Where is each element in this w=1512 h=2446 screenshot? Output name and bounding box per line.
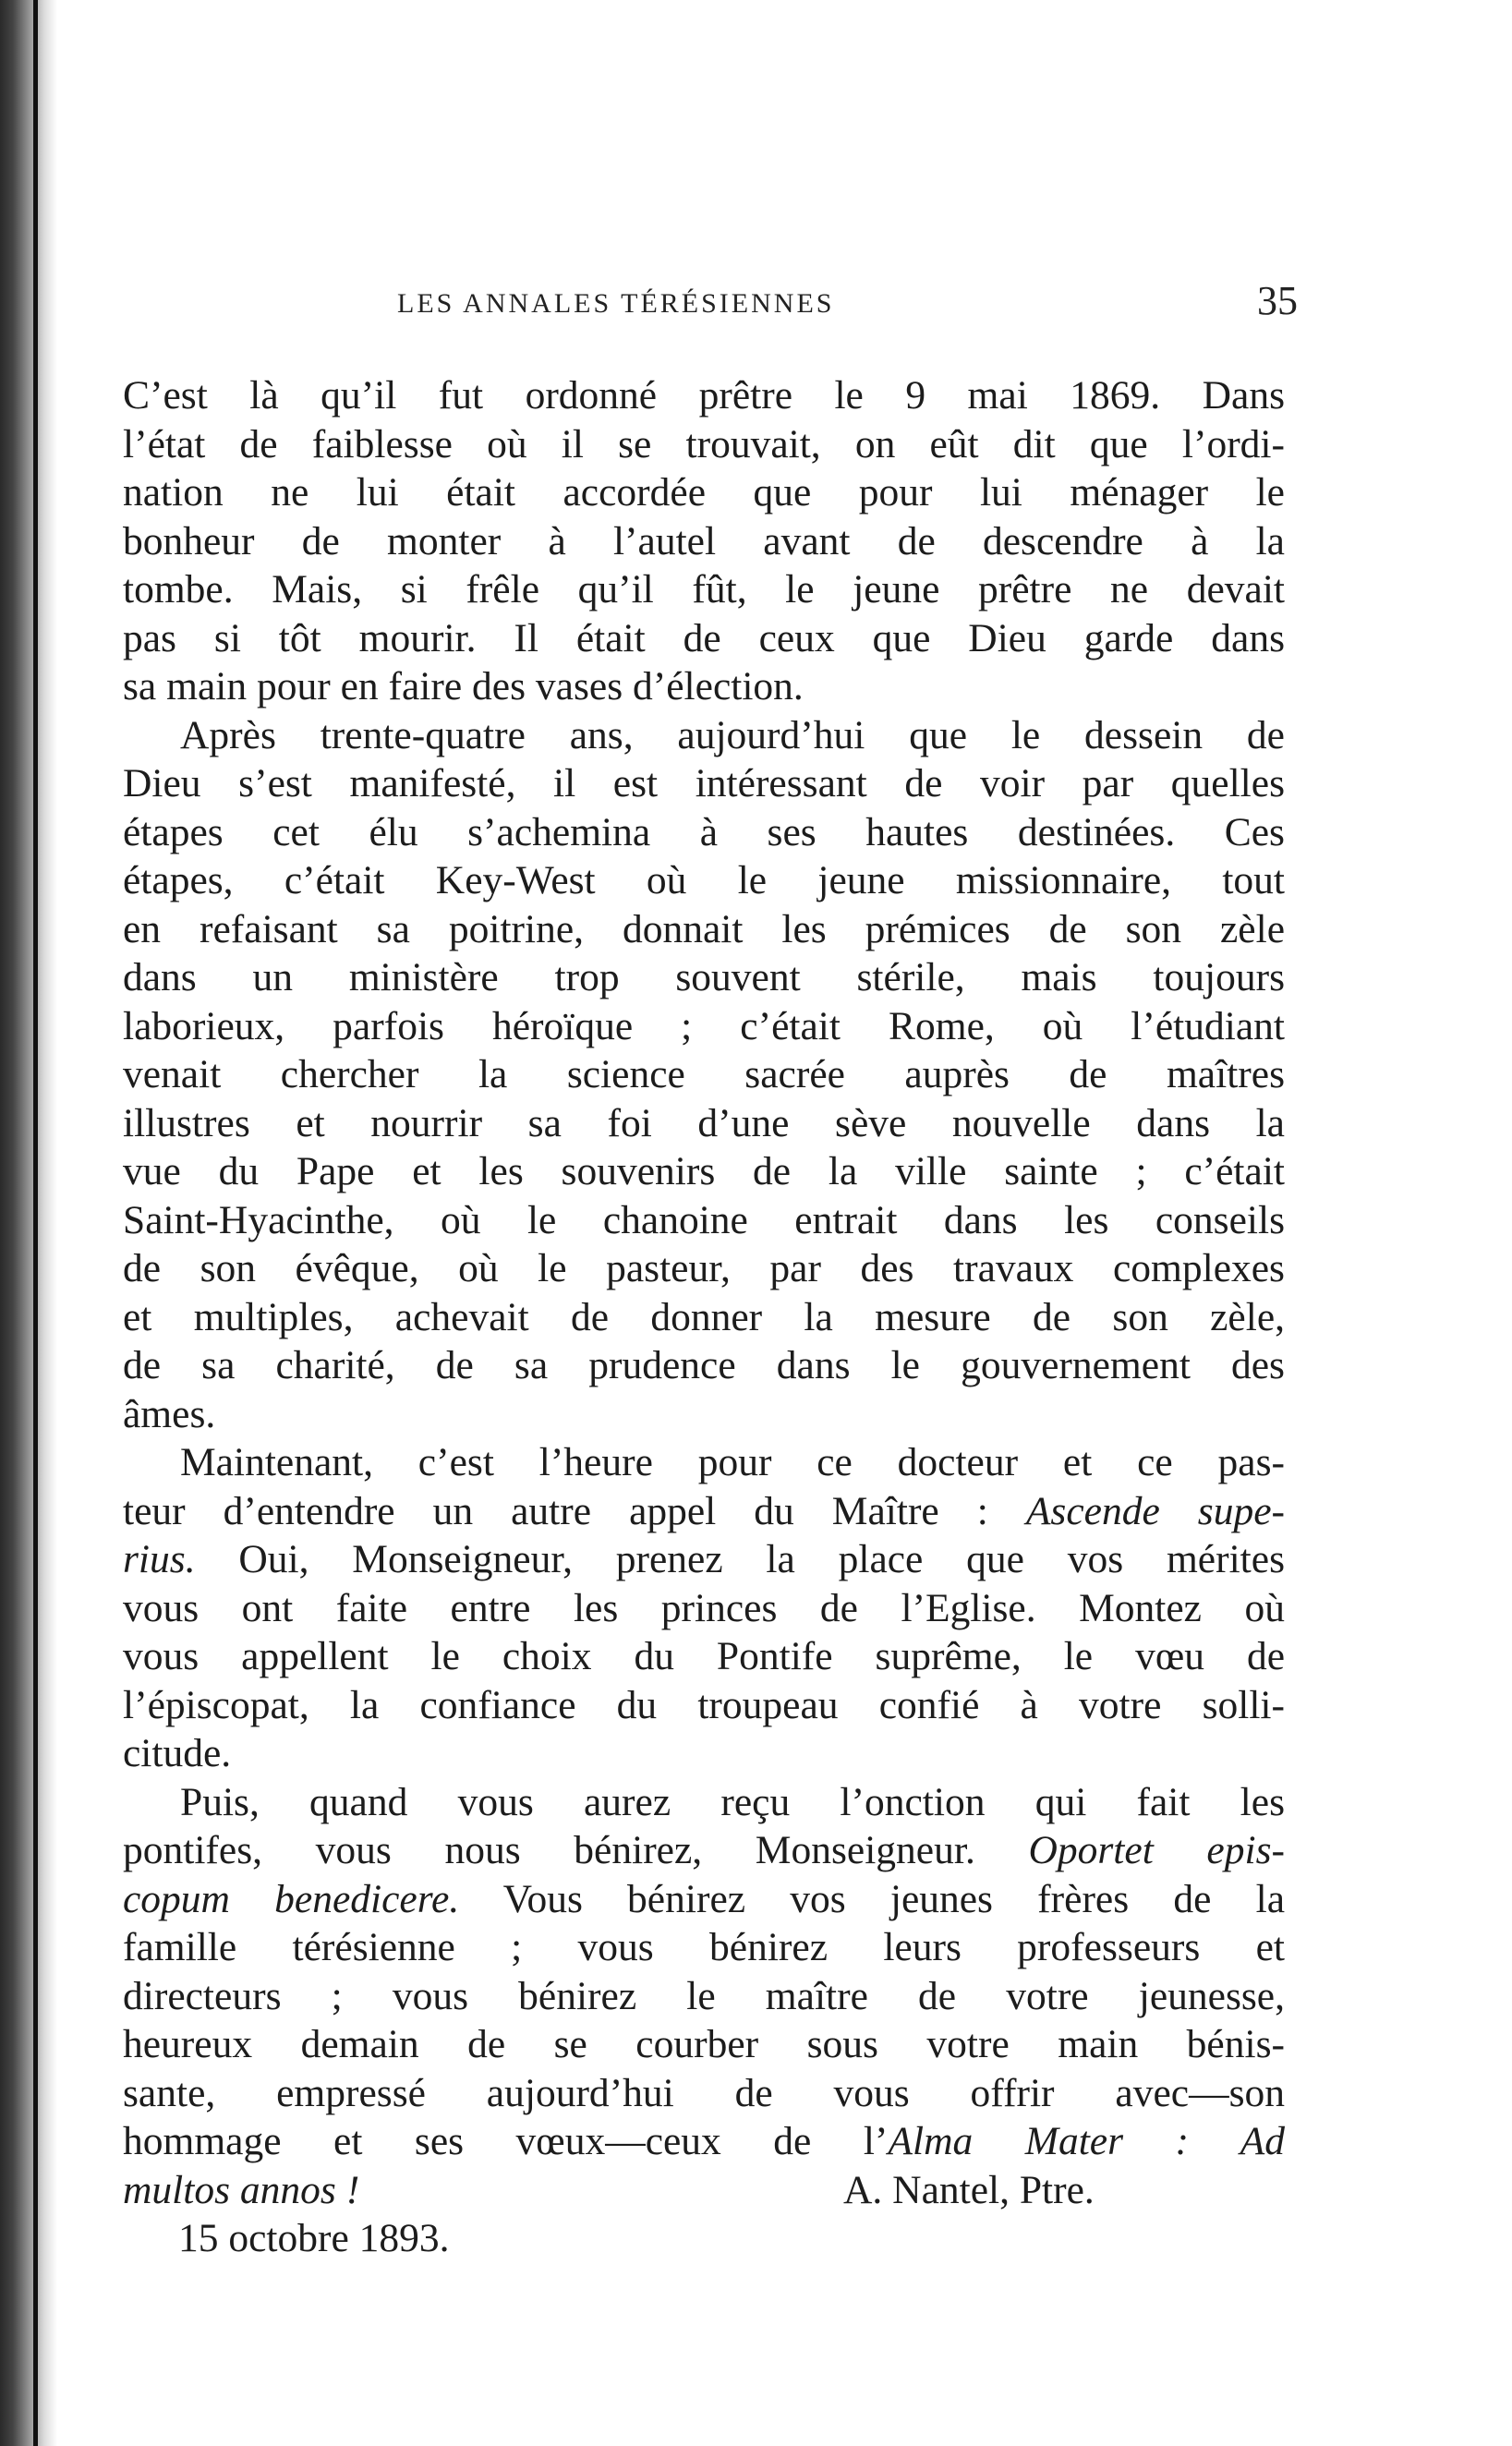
text-line: heureux demain de se courber sous votre main bénis- [123,2022,1285,2066]
paragraph [123,711,1285,1439]
italic-quote: rius. [123,1537,196,1581]
italic-quote: Oportet epis- [1028,1828,1285,1872]
book-binding-shadow [0,0,57,2446]
text-line: directeurs ; vous bénirez le maître de votre jeunesse, [123,1973,1285,2018]
text-line [123,2117,1285,2166]
text-line: Après trente-quatre ans, aujourd’hui que le dessein de [180,712,1285,757]
text-line: en refaisant sa poitrine, donnait les prémices de son zèle [123,906,1285,951]
text-line: laborieux, parfois héroïque ; c’était Rome, où l’étudiant [123,1003,1285,1048]
text-line: Saint-Hyacinthe, où le chanoine entrait dans les conseils [123,1197,1285,1242]
running-head: LES ANNALES TÉRÉSIENNES [397,288,835,319]
text-line: venait chercher la science sacrée auprès de maîtres [123,1052,1285,1096]
text-line: de sa charité, de sa prudence dans le gouvernement des [123,1343,1285,1387]
date-line: 15 octobre 1893. [178,2216,450,2260]
text-span: Oui, Monseigneur, prenez la place que vos mérites [195,1537,1285,1581]
text-line: Maintenant, c’est l’heure pour ce docteur et ce pas- [180,1440,1285,1484]
text-line [123,1875,1285,1924]
page-body [123,371,1285,2263]
text-line [123,2166,1285,2215]
text-line: vous ont faite entre les princes de l’Eglise. Montez où [123,1585,1285,1630]
paragraph [123,1778,1285,2215]
text-span: Vous bénirez vos jeunes frères de la [459,1876,1285,1921]
text-line: C’est là qu’il fut ordonné prêtre le 9 mai 1869. Dans [123,373,1285,418]
text-line: étapes, c’était Key-West où le jeune missionnaire, tout [123,858,1285,902]
author-signature: A. Nantel, Ptre. [843,2167,1095,2212]
text-line [123,1487,1285,1536]
text-line: bonheur de monter à l’autel avant de descendre à la [123,518,1285,563]
paragraph [123,371,1285,711]
text-line: vous appellent le choix du Pontife suprême, le vœu de [123,1634,1285,1678]
text-line: tombe. Mais, si frêle qu’il fût, le jeune prêtre ne devait [123,567,1285,612]
text-line: nation ne lui était accordée que pour lui ménager le [123,470,1285,515]
italic-quote: Ascende supe- [1025,1488,1285,1533]
text-span: teur d’entendre un autre appel du Maître : [123,1488,1026,1533]
text-line: l’état de faiblesse où il se trouvait, on eût dit que l’ordi- [123,421,1285,466]
text-line: et multiples, achevait de donner la mesure de son zèle, [123,1294,1285,1339]
text-line [123,1826,1285,1875]
text-span: hommage et ses vœux—ceux de l’ [123,2119,889,2163]
text-line: famille térésienne ; vous bénirez leurs professeurs et [123,1925,1285,1969]
text-line: Dieu s’est manifesté, il est intéressant de voir par quelles [123,761,1285,805]
text-span: pontifes, vous nous bénirez, Monseigneur. [123,1828,1029,1872]
paragraph [123,1438,1285,1778]
page-number: 35 [1257,278,1298,323]
page-gutter-line [33,0,38,2446]
text-line: dans un ministère trop souvent stérile, mais toujours [123,955,1285,999]
text-line: sa main pour en faire des vases d’élection. [123,664,804,708]
text-line: Puis, quand vous aurez reçu l’onction qui fait les [180,1779,1285,1824]
page-header [115,277,1298,333]
italic-quote: multos annos ! [123,2167,360,2212]
text-line: illustres et nourrir sa foi d’une sève nouvelle dans la [123,1100,1285,1145]
text-line: étapes cet élu s’achemina à ses hautes destinées. Ces [123,809,1285,854]
text-line: de son évêque, où le pasteur, par des travaux complexes [123,1246,1285,1290]
text-line: citude. [123,1731,232,1775]
text-line: sante, empressé aujourd’hui de vous offrir avec—son [123,2070,1285,2115]
text-line: âmes. [123,1391,216,1436]
italic-quote: Alma Mater : Ad [888,2119,1285,2163]
italic-quote: copum benedicere. [123,1876,460,1921]
text-line: vue du Pape et les souvenirs de la ville sainte ; c’était [123,1149,1285,1193]
text-line: l’épiscopat, la confiance du troupeau confié à votre solli- [123,1682,1285,1727]
text-line: pas si tôt mourir. Il était de ceux que Dieu garde dans [123,615,1285,660]
text-line [123,1535,1285,1584]
